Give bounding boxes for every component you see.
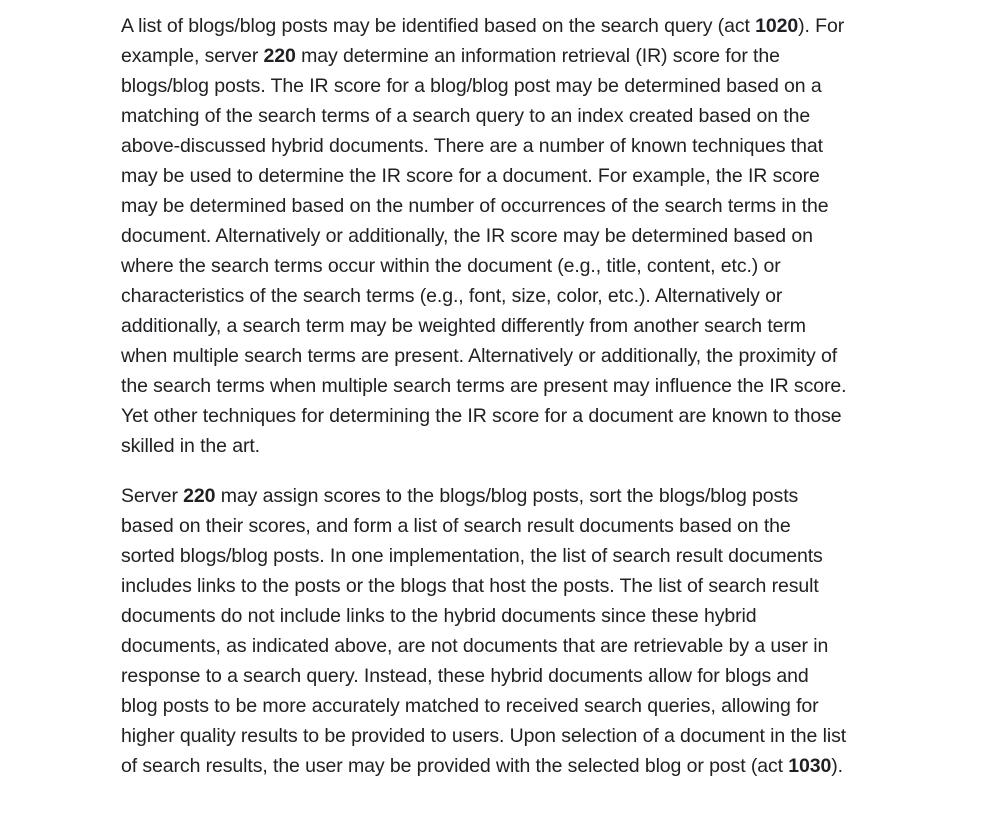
text-segment: may assign scores to the blogs/blog posts, sort the blogs/blog posts based on their scores, and form a list of search result documents based on the sorted blogs/blog posts. In one implementation, the list of search result documents includes links to the posts or the blogs that host the posts. The list of search result documents do not include links to the hybrid documents since these hybrid documents, as indicated above, are not documents that are retrievable by a user in response to a search query. Instead, these hybrid documents allow for blogs and blog posts to be more accurately matched to received search queries, allowing for higher quality results to be provided to users. Upon selection of a document in the list of search results, the user may be provided with the selected blog or post (act	[121, 485, 847, 777]
text-segment: A list of blogs/blog posts may be identified based on the search query (act	[121, 15, 756, 37]
document-body	[121, 11, 849, 801]
text-segment: ). For example, server	[121, 15, 845, 67]
text-segment: may determine an information retrieval (IR) score for the blogs/blog posts. The IR score for a blog/blog post may be determined based on a matching of the search terms of a search query to an index created based on the above-discussed hybrid documents. There are a number of known techniques that may be used to determine the IR score for a document. For example, the IR score may be determined based on the number of occurrences of the search terms in the document. Alternatively or additionally, the IR score may be determined based on where the search terms occur within the document (e.g., title, content, etc.) or characteristics of the search terms (e.g., font, size, color, etc.). Alternatively or additionally, a search term may be weighted differently from another search term when multiple search terms are present. Alternatively or additionally, the proximity of the search terms when multiple search terms are present may influence the IR score. Yet other techniques for determining the IR score for a document are known to those skilled in the art.	[121, 45, 847, 457]
act-reference-1020: 1020	[755, 15, 799, 37]
server-reference-220: 220	[183, 485, 216, 507]
paragraph-search-results	[121, 481, 849, 781]
text-segment: Server	[121, 485, 184, 507]
act-reference-1030: 1030	[788, 755, 832, 777]
server-reference-220: 220	[263, 45, 296, 67]
paragraph-ir-score	[121, 11, 849, 461]
text-segment: ).	[831, 755, 843, 777]
